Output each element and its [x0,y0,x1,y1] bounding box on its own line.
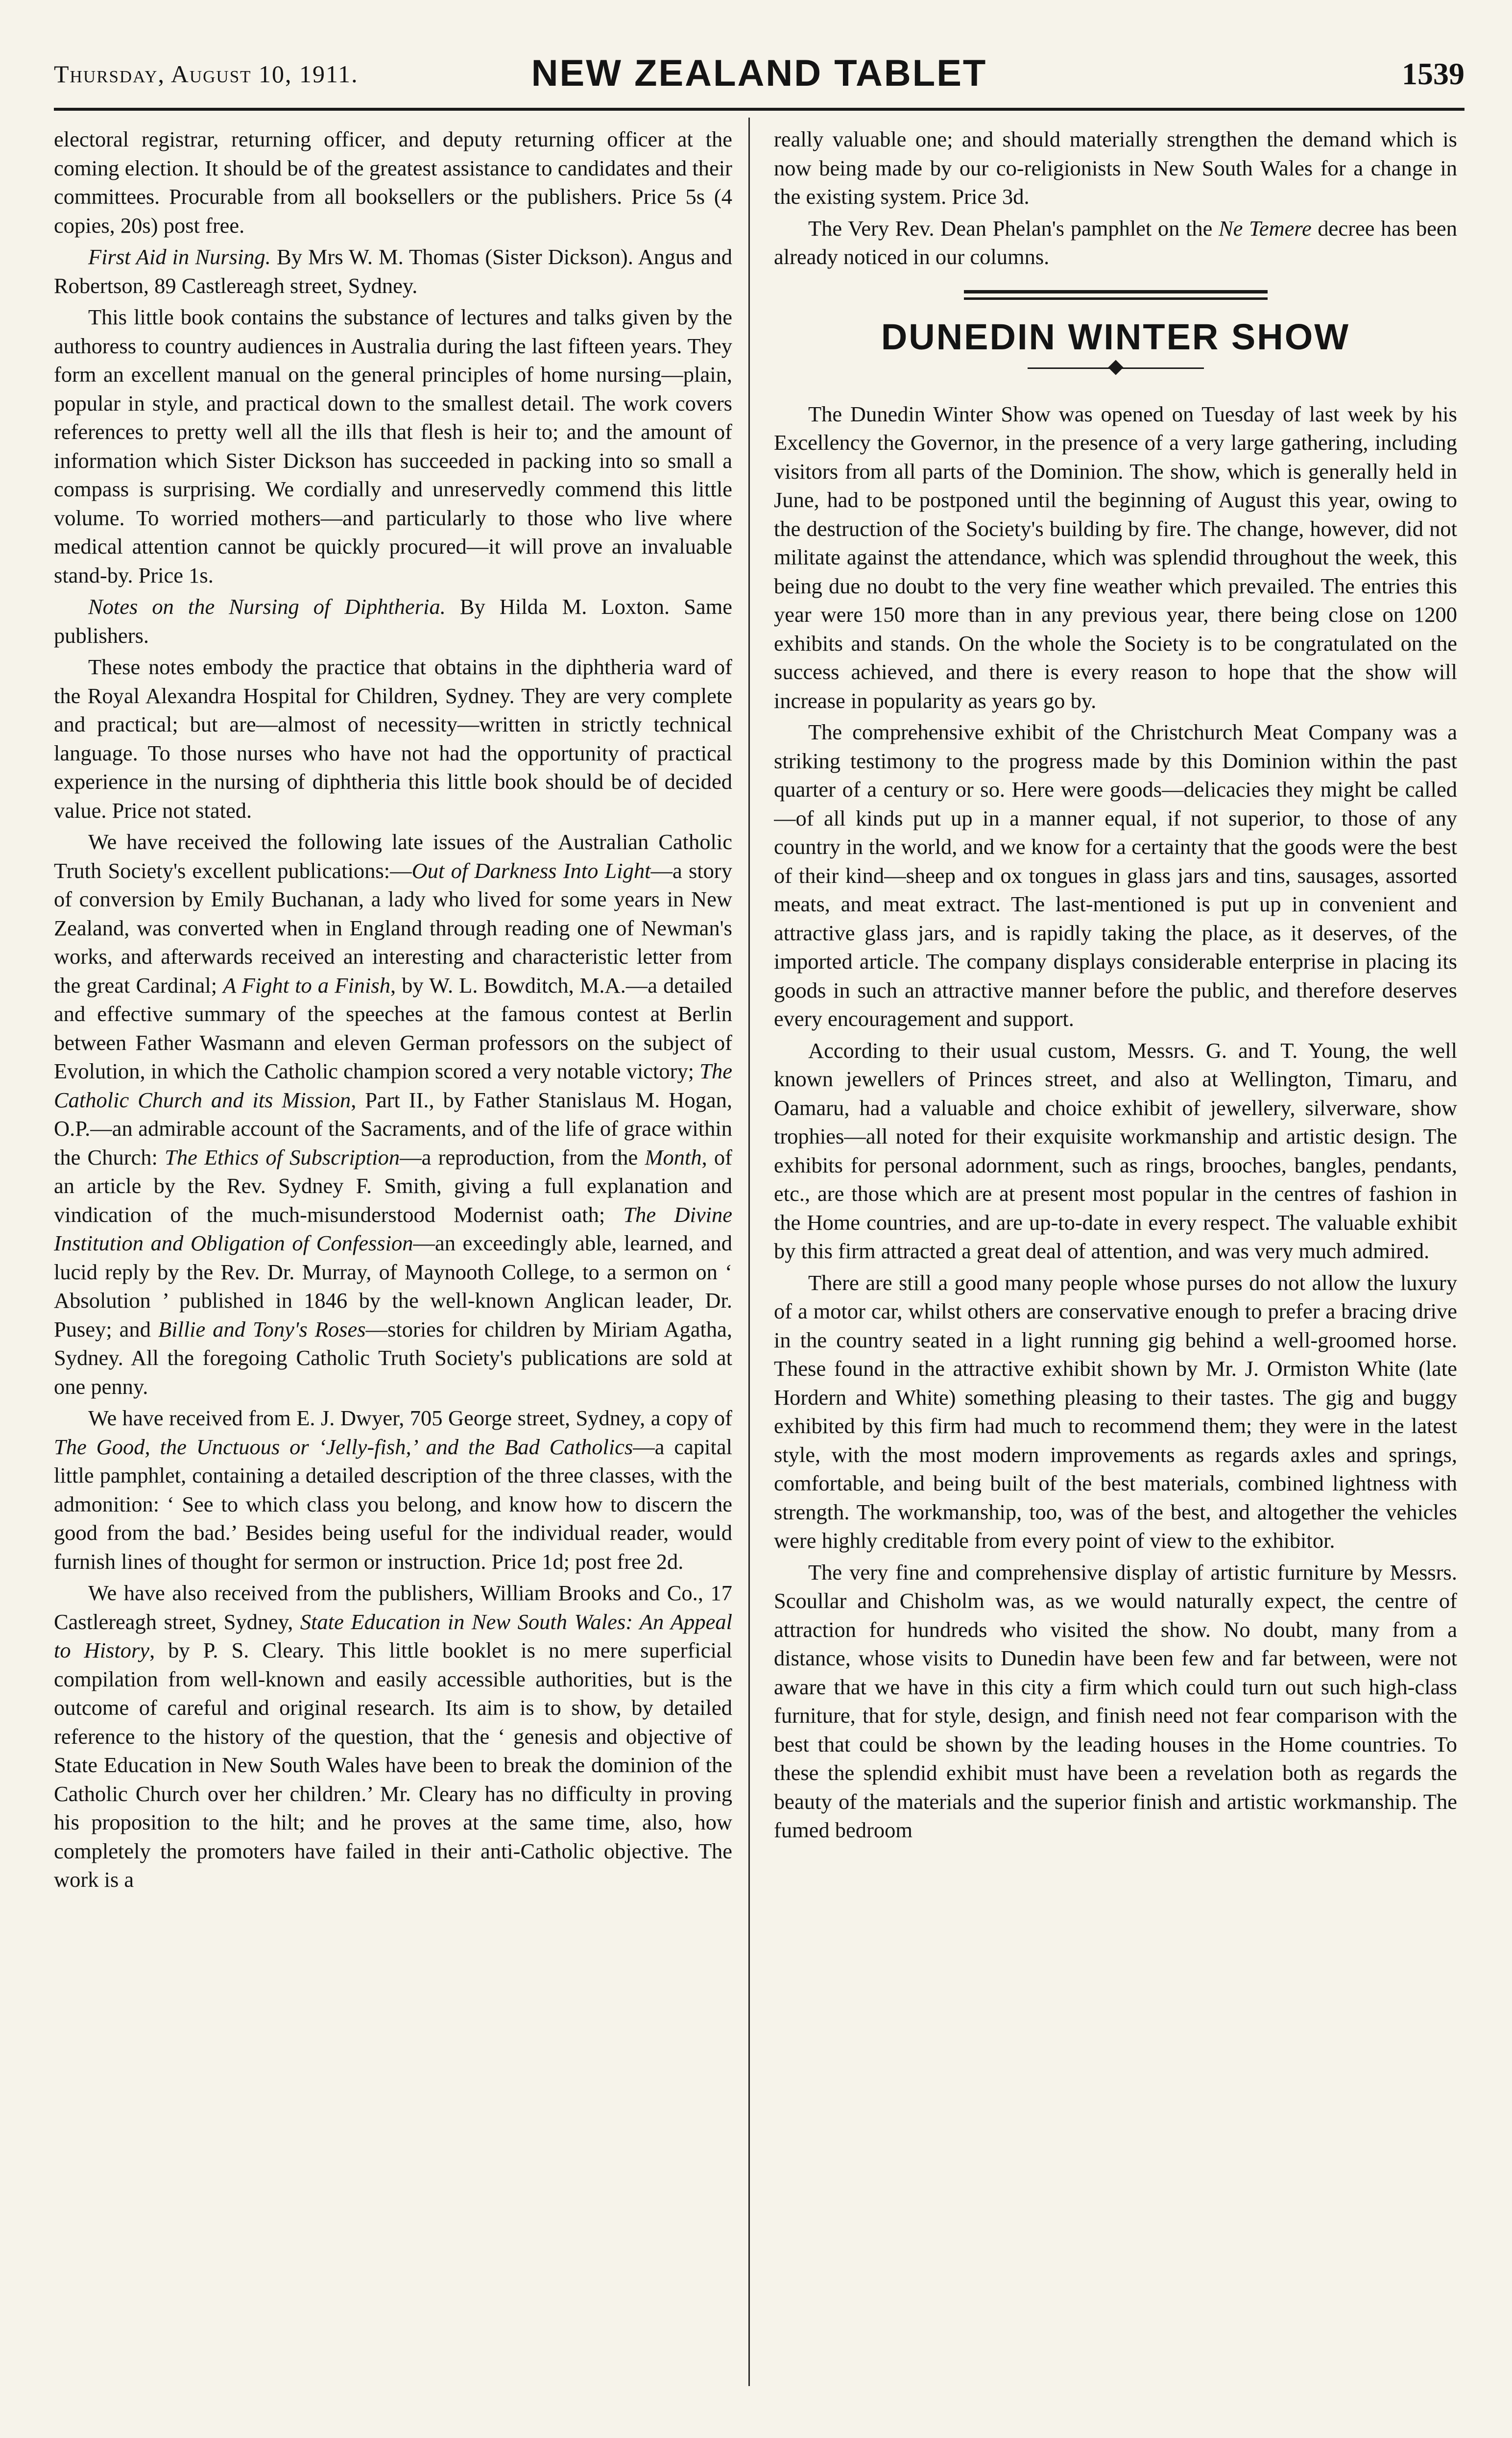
paragraph: First Aid in Nursing. By Mrs W. M. Thomas (Sister Dickson). Angus and Robertson, 89 Castlereagh street, Sydney. [54,244,732,298]
book-title: Out of Darkness Into Light [411,858,651,883]
paragraph: According to their usual custom, Messrs. G. and T. Young, the well known jewellers of Princes street, and also at Wellington, Timaru, and Oamaru, had a valuable and choice exhibit of jewellery, silverware, show trophies—all noted for their exquisite workmanship and artistic design. The exhibits for personal adornment, such as rings, brooches, bangles, pendants, etc., are those which are at present most popular in the centres of fashion in the Home countries, and are up-to-date in every respect. The valuable exhibit by this firm attracted a great deal of attention, and was very much admired. [774,1038,1457,1263]
section-divider [964,290,1268,300]
paragraph: Notes on the Nursing of Diphtheria. By Hilda M. Loxton. Same publishers. [54,594,732,648]
page-number: 1539 [1402,56,1464,91]
book-title: Billie and Tony's Roses [158,1317,366,1341]
book-title: The Divine Institution and Obligation of Confession [54,1202,732,1255]
paragraph: really valuable one; and should materially strengthen the demand which is now being made by our co-religionists in New South Wales for a change in the existing system. Price 3d. [774,127,1457,209]
left-column [54,125,732,2379]
issue-date: Thursday, August 10, 1911. [54,60,359,88]
paragraph: These notes embody the practice that obtains in the diphtheria ward of the Royal Alexandra Hospital for Children, Sydney. They are very complete and practical; but are—almost of necessity—written in strictly technical language. To those nurses who have not had the opportunity of practical experience in the nursing of diphtheria this little book should be of decided value. Price not stated. [54,655,732,823]
book-title: The Catholic Church and its Mission [54,1059,732,1112]
paragraph: We have received from E. J. Dwyer, 705 George street, Sydney, a copy of The Good, the Unctuous or ‘Jelly-fish,’ and the Bad Catholics—a capital little pamphlet, containing a detailed description of the three classes, with the admonition: ‘ See to which class you belong, and know how to discern the good from the bad.’ Besides being useful for the individual reader, would furnish lines of thought for sermon or instruction. Price 1d; post free 2d. [54,1406,732,1574]
book-title: Notes on the Nursing of Diphtheria. [88,594,446,619]
book-title: The Ethics of Subscription [165,1145,400,1170]
book-title: The Good, the Unctuous or ‘Jelly-fish,’ and the Bad Catholics [54,1434,633,1459]
paragraph: The Very Rev. Dean Phelan's pamphlet on the Ne Temere decree has been already noticed in our columns. [774,216,1457,269]
page-header [54,49,1464,111]
paragraph: electoral registrar, returning officer, and deputy returning officer at the coming election. It should be of the greatest assistance to candidates and their committees. Procurable from all booksellers or the publishers. Price 5s (4 copies, 20s) post free. [54,127,732,238]
column-divider [748,118,750,2386]
book-title: A Fight to a Finish [223,973,390,998]
paragraph: The comprehensive exhibit of the Christchurch Meat Company was a striking testimony to the progress made by this Dominion within the past quarter of a century or so. Here were goods—delicacies they might be called—of all kinds put up in a manner equal, if not superior, to those of any country in the world, and we know for a certainty that the goods were the best of their kind—sheep and ox tongues in glass jars and tins, sausages, assorted meats, and meat extract. The last-mentioned is put up in convenient and attractive glass jars, and is rapidly taking the place, as it deserves, of the imported article. The company displays considerable enterprise in placing its goods in such an attractive manner before the public, and therefore deserves every encouragement and support. [774,720,1457,1031]
paragraph: The very fine and comprehensive display of artistic furniture by Messrs. Scoullar and Chisholm was, as we would naturally expect, the centre of attraction for hundreds who visited the show. No doubt, many from a distance, whose visits to Dunedin have been few and far between, were not aware that we have in this city a firm which could turn out such high-class furniture, that for style, design, and finish need not fear comparison with the best that could be shown by the leading houses in the Home countries. To these the splendid exhibit must have been a revelation both as regards the beauty of the materials and the superior finish and artistic workmanship. The fumed bedroom [774,1560,1457,1842]
ornament-rule [1028,361,1204,375]
book-title: Month [645,1145,702,1170]
paragraph: We have also received from the publishers, William Brooks and Co., 17 Castlereagh street, Sydney, State Education in New South Wales: An Appeal to History, by P. S. Cleary. This little booklet is no mere superficial compilation from well-known and easily accessible authorities, but is the outcome of careful and original research. Its aim is to show, by detailed reference to the history of the question, that the ‘ genesis and objective of State Education in New South Wales have been to break the dominion of the Catholic Church over her children.’ Mr. Cleary has no difficulty in proving his proposition to the hilt; and he proves at the same time, also, how completely the promoters have failed in their anti-Catholic objective. The work is a [54,1581,732,1892]
paragraph: This little book contains the substance of lectures and talks given by the authoress to country audiences in Australia during the last fifteen years. They form an excellent manual on the general principles of home nursing—plain, popular in style, and practical down to the smallest detail. The work covers references to pretty well all the ills that flesh is heir to; and the amount of information which Sister Dickson has succeeded in packing into so small a compass is surprising. We cordially and unreservedly commend this little volume. To worried mothers—and particularly to those who live where medical attention cannot be quickly procured—it will prove an invaluable stand-by. Price 1s. [54,305,732,587]
section-heading: DUNEDIN WINTER SHOW [881,316,1350,357]
paragraph: We have received the following late issues of the Australian Catholic Truth Society's excellent publications:—Out of Darkness Into Light—a story of conversion by Emily Buchanan, a lady who lived for some years in New Zealand, was converted when in England through reading one of Newman's works, and afterwards received an interesting and characteristic letter from the great Cardinal; A Fight to a Finish, by W. L. Bowditch, M.A.—a detailed and effective summary of the speeches at the famous contest at Berlin between Father Wasmann and eleven German professors on the subject of Evolution, in which the Catholic champion scored a very notable victory; The Catholic Church and its Mission, Part II., by Father Stanislaus M. Hogan, O.P.—an admirable account of the Sacraments, and of the life of grace within the Church: The Ethics of Subscription—a reproduction, from the Month, of an article by the Rev. Sydney F. Smith, giving a full explanation and vindication of the much-misunderstood Modernist oath; The Divine Institution and Obligation of Confession—an exceedingly able, learned, and lucid reply by the Rev. Dr. Murray, of Maynooth College, to a sermon on ‘ Absolution ’ published in 1846 by the well-known Anglican leader, Dr. Pusey; and Billie and Tony's Roses—stories for children by Miriam Agatha, Sydney. All the foregoing Catholic Truth Society's publications are sold at one penny. [54,829,732,1399]
paragraph: There are still a good many people whose purses do not allow the luxury of a motor car, whilst others are conservative enough to prefer a bracing drive in the country seated in a light running gig behind a well-groomed horse. These found in the attractive exhibit shown by Mr. J. Ormiston White (late Hordern and White) something pleasing to their tastes. The gig and buggy exhibited by this firm had much to recommend them; they were in the latest style, with the most modern improvements as regards axles and springs, comfortable, and being built of the best materials, combined lightness with strength. The workmanship, too, was of the best, and altogether the vehicles were highly creditable from every point of view to the exhibitor. [774,1270,1457,1553]
right-column [774,125,1457,2379]
book-title: First Aid in Nursing. [88,244,271,269]
diamond-ornament-icon [1108,360,1123,375]
book-title: State Education in New South Wales: An Appeal to History [54,1609,732,1662]
book-title: Ne Temere [1219,216,1312,241]
masthead-title: NEW ZEALAND TABLET [531,52,987,94]
paragraph: The Dunedin Winter Show was opened on Tuesday of last week by his Excellency the Governor, in the presence of a very large gathering, including visitors from all parts of the Dominion. The show, which is generally held in June, had to be postponed until the beginning of August this year, owing to the destruction of the Society's building by fire. The change, however, did not militate against the attendance, which was splendid throughout the week, this being due no doubt to the very fine weather which prevailed. The entries this year were 150 more than in any previous year, there being close on 1200 exhibits and stands. On the whole the Society is to be congratulated on the success achieved, and there is every reason to hope that the show will increase in popularity as years go by. [774,401,1457,713]
